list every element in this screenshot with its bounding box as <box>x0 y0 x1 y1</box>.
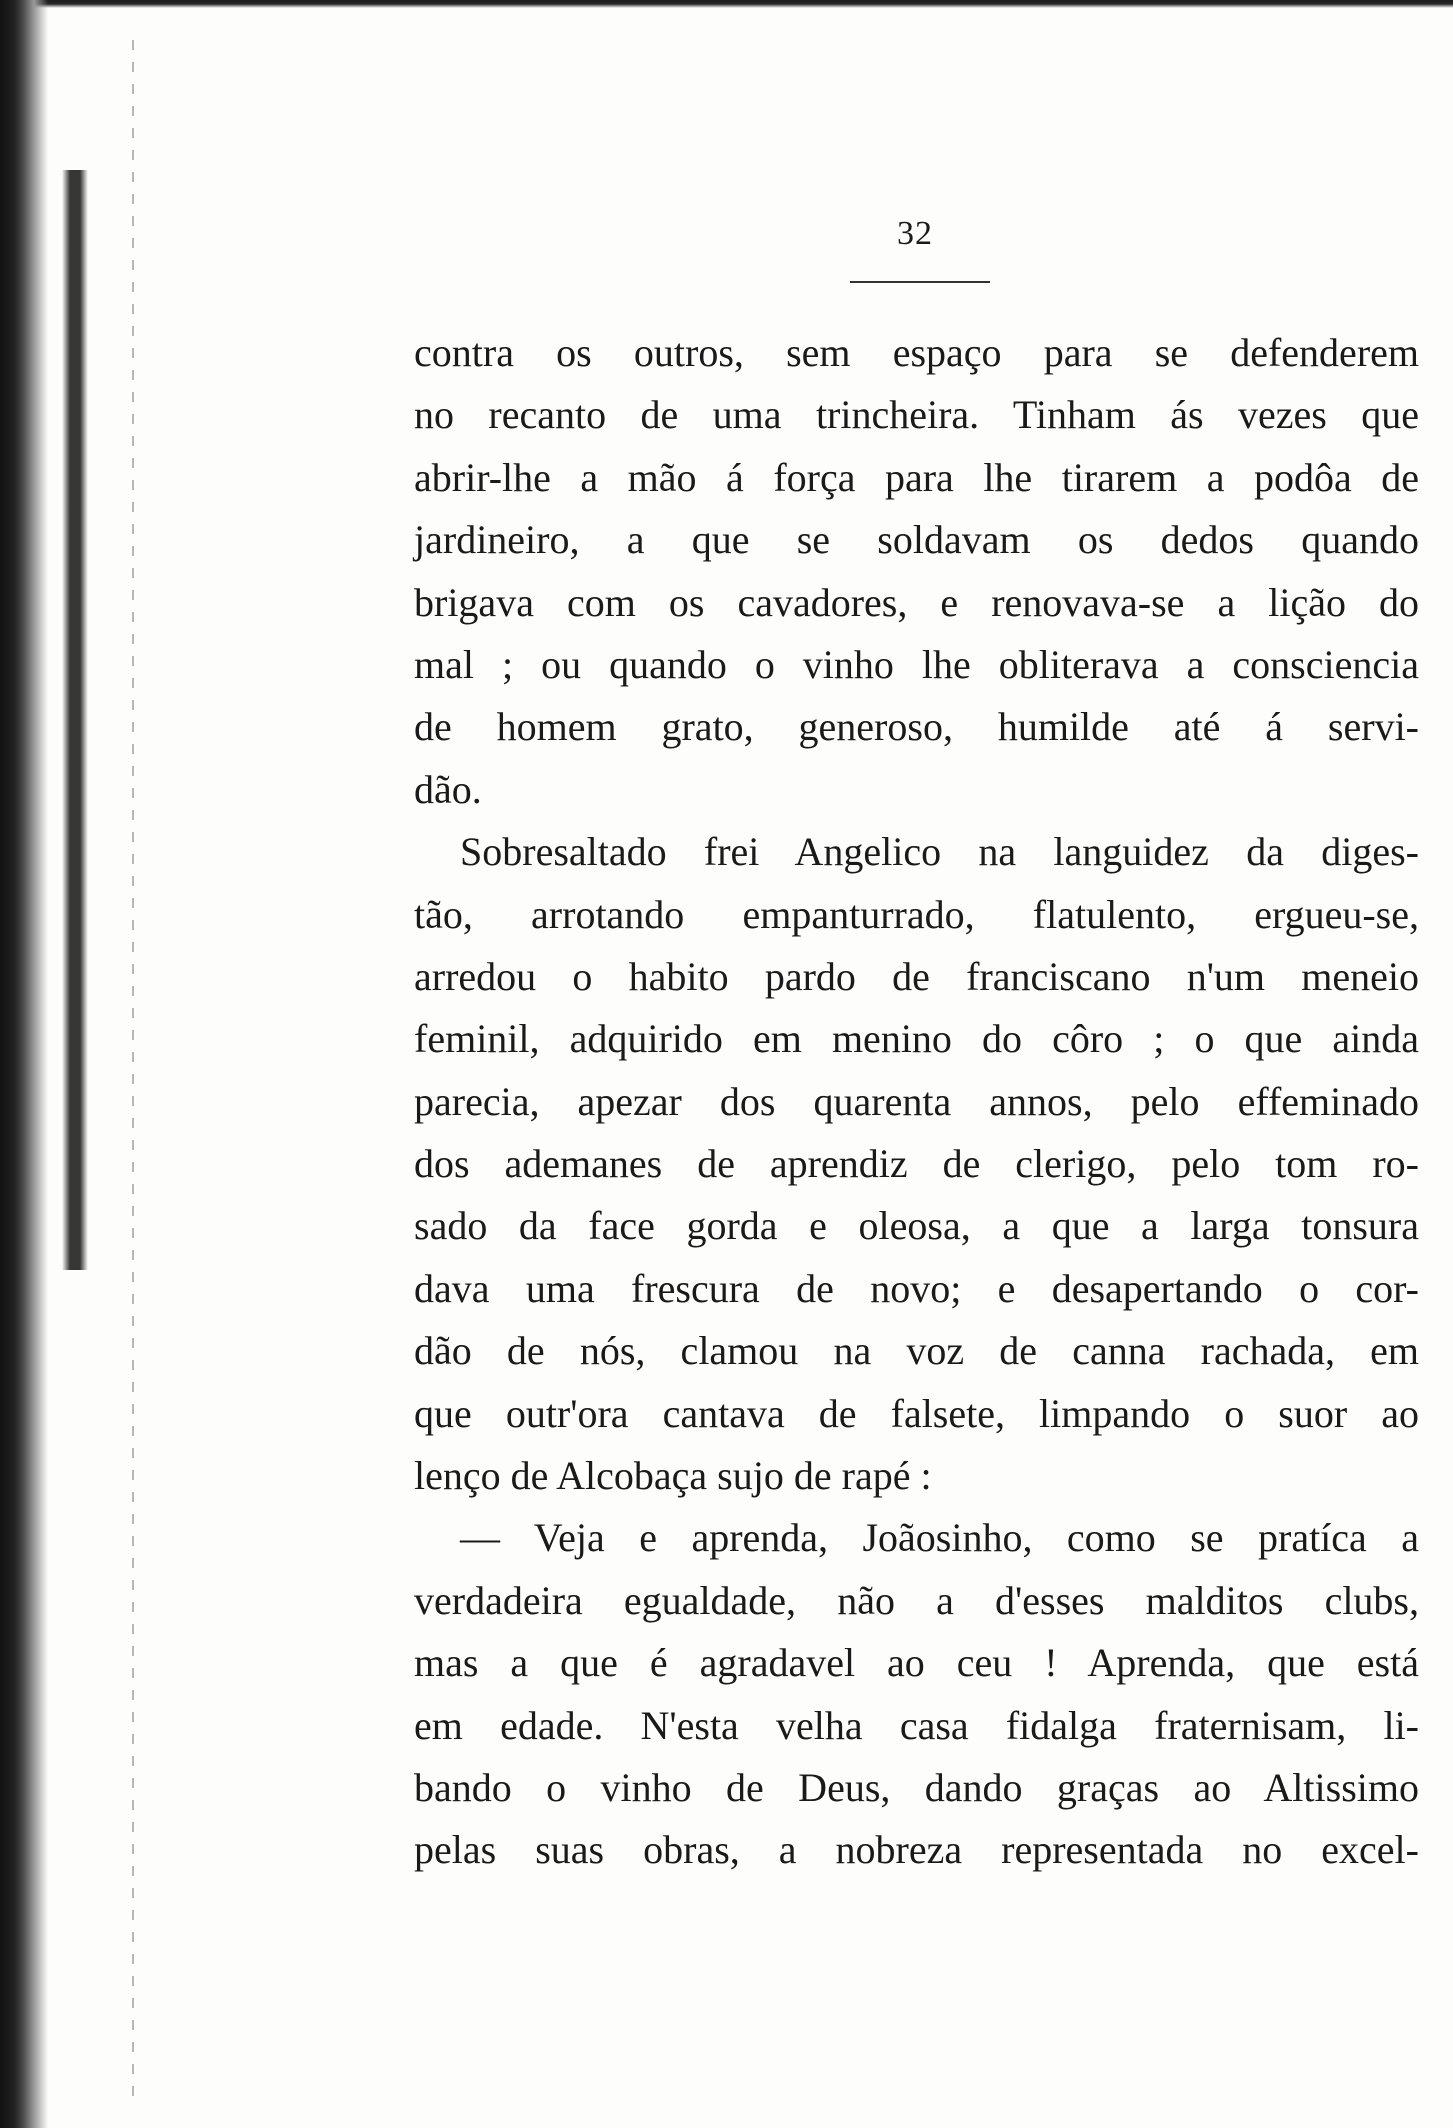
text-line: dos ademanes de aprendiz de clerigo, pelo tom ro- <box>414 1141 1419 1187</box>
text-line: sado da face gorda e oleosa, a que a larga tonsura <box>414 1203 1419 1249</box>
text-line: tão, arrotando empanturrado, flatulento, ergueu-se, <box>414 891 1419 937</box>
text-line: dão. <box>414 766 482 812</box>
text-line: arredou o habito pardo de franciscano n'um meneio <box>414 953 1419 999</box>
paragraph-start-line: Sobresaltado frei Angelico na languidez da diges- <box>460 829 1419 875</box>
text-line: parecia, apezar dos quarenta annos, pelo effeminado <box>414 1078 1419 1124</box>
text-line: em edade. N'esta velha casa fidalga fraternisam, li- <box>414 1702 1419 1748</box>
page-number: 32 <box>897 215 933 252</box>
text-line: de homem grato, generoso, humilde até á servi- <box>414 704 1419 750</box>
binding-shadow <box>0 0 48 2128</box>
text-line: lenço de Alcobaça sujo de rapé : <box>414 1453 932 1499</box>
text-line: pelas suas obras, a nobreza representada no excel- <box>414 1827 1419 1873</box>
text-line: contra os outros, sem espaço para se defenderem <box>414 330 1419 375</box>
scan-top-edge <box>0 0 1453 8</box>
text-line: bando o vinho de Deus, dando graças ao Altissimo <box>414 1764 1419 1810</box>
body-text <box>414 322 1419 1882</box>
text-line: brigava com os cavadores, e renovava-se a lição do <box>414 579 1419 625</box>
text-line: feminil, adquirido em menino do côro ; o que ainda <box>414 1016 1419 1062</box>
gutter-mark <box>132 40 134 2100</box>
header-rule <box>850 281 990 283</box>
text-line: abrir-lhe a mão á força para lhe tirarem a podôa de <box>414 454 1419 500</box>
text-line: jardineiro, a que se soldavam os dedos quando <box>414 517 1419 563</box>
text-line: dava uma frescura de novo; e desapertando o cor- <box>414 1265 1419 1311</box>
binding-shadow-band <box>62 170 88 1270</box>
text-line: no recanto de uma trincheira. Tinham ás vezes que <box>414 392 1419 438</box>
text-line: que outr'ora cantava de falsete, limpando o suor ao <box>414 1390 1419 1436</box>
text-line: mas a que é agradavel ao ceu ! Aprenda, que está <box>414 1640 1419 1686</box>
text-line: verdadeira egualdade, não a d'esses malditos clubs, <box>414 1577 1419 1623</box>
text-line: mal ; ou quando o vinho lhe obliterava a consciencia <box>414 641 1419 687</box>
text-line: dão de nós, clamou na voz de canna rachada, em <box>414 1328 1419 1374</box>
paragraph-start-line: — Veja e aprenda, Joãosinho, como se pratíca a <box>460 1515 1419 1561</box>
